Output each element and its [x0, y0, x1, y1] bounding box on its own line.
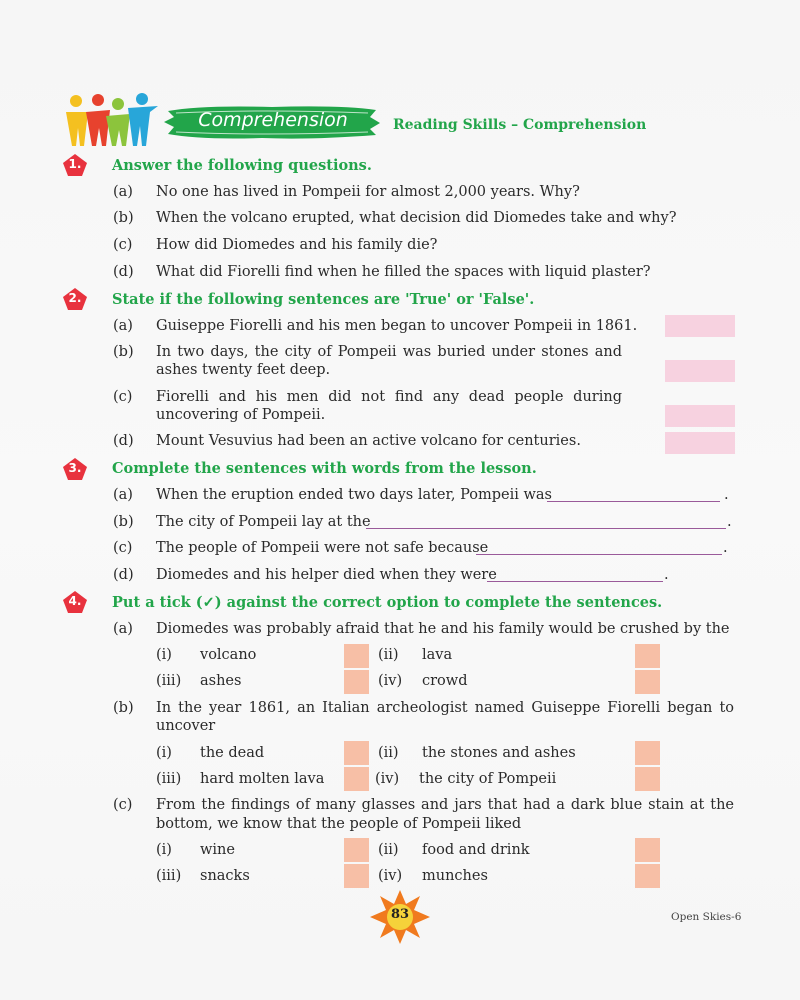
sentence-text: When the eruption ended two days later, Pompeii was: [156, 487, 552, 503]
item-label: (a): [113, 318, 133, 334]
true-false-answer-box[interactable]: [665, 432, 735, 454]
item-label: (d): [113, 433, 134, 449]
sentence-end: .: [724, 487, 729, 503]
option-text: volcano: [200, 647, 257, 663]
question-text-line1: From the findings of many glasses and jars that had a dark blue stain at the: [156, 797, 734, 813]
option-number: (iv): [375, 771, 400, 787]
question-text-line2: uncover: [156, 718, 216, 734]
option-number: (iv): [378, 868, 403, 884]
item-label: (b): [113, 700, 134, 716]
item-label: (d): [113, 264, 134, 280]
people-group-icon: [62, 92, 162, 150]
item-label: (d): [113, 567, 134, 583]
question-text: Diomedes was probably afraid that he and his family would be crushed by the: [156, 621, 730, 637]
option-number: (ii): [378, 842, 399, 858]
option-text: ashes: [200, 673, 242, 689]
section-title: Complete the sentences with words from the lesson.: [112, 460, 537, 477]
option-text: munches: [422, 868, 488, 884]
question-text: When the volcano erupted, what decision did Diomedes take and why?: [156, 210, 677, 226]
question-text: What did Fiorelli find when he filled the spaces with liquid plaster?: [156, 264, 651, 280]
question-text: How did Diomedes and his family die?: [156, 237, 438, 253]
item-label: (c): [113, 237, 133, 253]
item-label: (c): [113, 389, 133, 405]
item-label: (a): [113, 621, 133, 637]
option-text: food and drink: [422, 842, 530, 858]
section-number: 3.: [68, 461, 82, 475]
sentence-text: The people of Pompeii were not safe because: [156, 540, 489, 556]
fill-blank-line[interactable]: [476, 554, 722, 555]
option-text: crowd: [422, 673, 468, 689]
sentence-end: .: [664, 567, 669, 583]
option-number: (iii): [156, 868, 182, 884]
true-false-answer-box[interactable]: [665, 360, 735, 382]
statement-text-line2: ashes twenty feet deep.: [156, 362, 331, 378]
option-number: (i): [156, 745, 172, 761]
item-label: (b): [113, 210, 134, 226]
option-text: lava: [422, 647, 453, 663]
option-text: wine: [200, 842, 235, 858]
book-title: Open Skies-6: [671, 911, 742, 923]
option-number: (ii): [378, 745, 399, 761]
section-title: Answer the following questions.: [112, 157, 372, 174]
tick-box[interactable]: [635, 670, 660, 694]
statement-text-line1: In two days, the city of Pompeii was buried under stones and: [156, 344, 622, 360]
section-number: 4.: [68, 594, 82, 608]
tick-box[interactable]: [344, 767, 369, 791]
item-label: (a): [113, 184, 133, 200]
tick-box[interactable]: [635, 741, 660, 765]
option-text: the city of Pompeii: [419, 771, 557, 787]
statement-text: Mount Vesuvius had been an active volcano for centuries.: [156, 433, 581, 449]
option-number: (ii): [378, 647, 399, 663]
option-number: (iii): [156, 673, 182, 689]
tick-box[interactable]: [635, 838, 660, 862]
tick-box[interactable]: [635, 767, 660, 791]
tick-box[interactable]: [344, 644, 369, 668]
section-title: Put a tick (✓) against the correct option to complete the sentences.: [112, 594, 663, 611]
item-label: (a): [113, 487, 133, 503]
fill-blank-line[interactable]: [487, 581, 663, 582]
tick-box[interactable]: [344, 670, 369, 694]
true-false-answer-box[interactable]: [665, 315, 735, 337]
item-label: (b): [113, 514, 134, 530]
sentence-end: .: [723, 540, 728, 556]
tick-box[interactable]: [635, 644, 660, 668]
option-number: (i): [156, 842, 172, 858]
item-label: (b): [113, 344, 134, 360]
tick-box[interactable]: [344, 838, 369, 862]
fill-blank-line[interactable]: [547, 501, 720, 502]
option-text: hard molten lava: [200, 771, 325, 787]
sentence-end: .: [727, 514, 732, 530]
option-number: (iv): [378, 673, 403, 689]
statement-text-line2: uncovering of Pompeii.: [156, 407, 326, 423]
sentence-text: The city of Pompeii lay at the: [156, 514, 371, 530]
question-text-line2: bottom, we know that the people of Pompeii liked: [156, 816, 522, 832]
fill-blank-line[interactable]: [366, 528, 726, 529]
banner-title: Comprehension: [198, 109, 348, 131]
section-number: 1.: [68, 157, 82, 171]
option-number: (i): [156, 647, 172, 663]
question-text: No one has lived in Pompeii for almost 2,000 years. Why?: [156, 184, 580, 200]
tick-box[interactable]: [344, 741, 369, 765]
section-number: 2.: [68, 291, 82, 305]
tick-box[interactable]: [344, 864, 369, 888]
section-title: State if the following sentences are 'True' or 'False'.: [112, 291, 535, 308]
item-label: (c): [113, 797, 133, 813]
statement-text-line1: Fiorelli and his men did not find any dead people during: [156, 389, 622, 405]
sentence-text: Diomedes and his helper died when they were: [156, 567, 497, 583]
option-text: the stones and ashes: [422, 745, 576, 761]
option-text: snacks: [200, 868, 250, 884]
reading-skills-heading: Reading Skills – Comprehension: [393, 117, 647, 133]
page-number: 83: [390, 907, 410, 922]
option-number: (iii): [156, 771, 182, 787]
statement-text: Guiseppe Fiorelli and his men began to uncover Pompeii in 1861.: [156, 318, 638, 334]
item-label: (c): [113, 540, 133, 556]
tick-box[interactable]: [635, 864, 660, 888]
option-text: the dead: [200, 745, 265, 761]
question-text-line1: In the year 1861, an Italian archeologist named Guiseppe Fiorelli began to: [156, 700, 734, 716]
true-false-answer-box[interactable]: [665, 405, 735, 427]
